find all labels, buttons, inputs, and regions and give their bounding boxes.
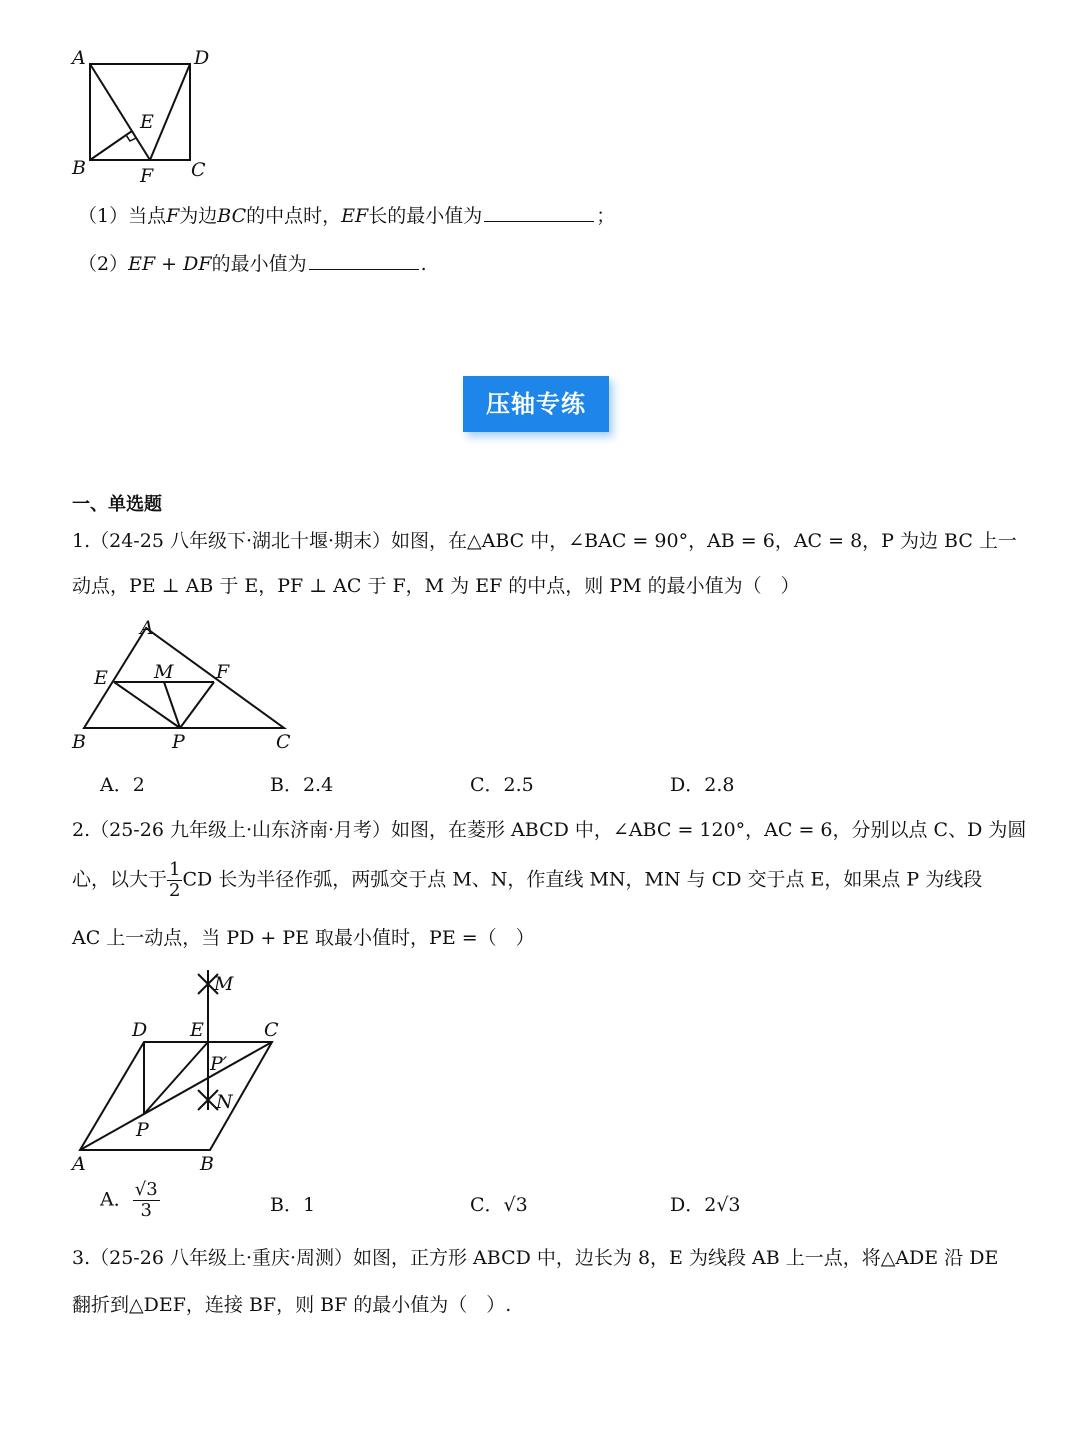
- q1-option-d[interactable]: D．2.8: [670, 774, 735, 796]
- q2-label-E: E: [190, 1019, 204, 1041]
- q2-frac-num: 1: [169, 859, 181, 880]
- segment-fp: [180, 682, 214, 728]
- q3-line1: 3.（25-26 八年级上·重庆·周测）如图，正方形 ABCD 中，边长为 8，E 为线段 AB 上一点，将△ADE 沿 DE: [72, 1247, 999, 1269]
- q1-label-A: A: [140, 617, 154, 639]
- prev-part1-text-a: （1）当点: [78, 205, 167, 227]
- rhombus-figure: [64, 962, 324, 1177]
- prev-part2: [78, 251, 427, 276]
- answer-blank-2[interactable]: [309, 251, 419, 270]
- q2-label-A: A: [72, 1153, 86, 1175]
- prev-part2-expr: EF + DF: [128, 253, 212, 275]
- q1-option-c[interactable]: C．2.5: [470, 774, 534, 796]
- prev-part2-text-a: （2）: [78, 253, 129, 275]
- q2-label-N: N: [216, 1091, 233, 1113]
- prev-part1-var-bc: BC: [217, 205, 247, 227]
- q2-line3: AC 上一动点，当 PD + PE 取最小值时，PE =（ ）: [72, 927, 535, 949]
- q2-frac-den: 2: [169, 880, 181, 901]
- q2-option-d[interactable]: D．2√3: [670, 1194, 741, 1216]
- q2-label-D: D: [132, 1019, 148, 1041]
- q2-option-b[interactable]: B．1: [270, 1194, 316, 1216]
- q1-label-E: E: [94, 667, 108, 689]
- q2-label-Pprime: P′: [210, 1053, 228, 1075]
- prev-part1-text-e: 的中点时，: [246, 205, 342, 227]
- prev-part1: [78, 203, 615, 228]
- prev-part2-text-c: 的最小值为: [211, 253, 307, 275]
- q2-option-c[interactable]: C．√3: [470, 1194, 528, 1216]
- prev-part1-text-c: 为边: [179, 205, 218, 227]
- prev-part2-end: .: [420, 253, 427, 275]
- segment-df: [150, 64, 190, 160]
- label-D: D: [194, 47, 210, 69]
- square-figure: [60, 40, 230, 190]
- q2-option-a[interactable]: [100, 1180, 160, 1221]
- q2-line1: 2.（25-26 九年级上·山东济南·月考）如图，在菱形 ABCD 中，∠ABC = 120°，AC = 6，分别以点 C、D 为圆: [72, 819, 1027, 841]
- prev-part1-text-g: 长的最小值为: [368, 205, 483, 227]
- q2-line2-text-b: CD 长为半径作弧，两弧交于点 M、N，作直线 MN，MN 与 CD 交于点 E，如果点 P 为线段: [182, 868, 983, 891]
- label-E: E: [140, 111, 154, 133]
- q2-option-a-den: 3: [140, 1200, 152, 1221]
- q1-option-b[interactable]: B．2.4: [270, 774, 334, 796]
- q1-label-C: C: [276, 731, 291, 752]
- q1-label-P: P: [172, 731, 185, 752]
- q1-line2: 动点，PE ⊥ AB 于 E，PF ⊥ AC 于 F，M 为 EF 的中点，则 PM 的最小值为（ ）: [72, 575, 800, 597]
- q2-option-a-num: √3: [134, 1179, 158, 1200]
- q2-option-a-frac: [133, 1180, 160, 1221]
- q1-label-F: F: [216, 661, 230, 683]
- segment-mp: [164, 682, 180, 728]
- banner-title: 压轴专练: [486, 390, 586, 418]
- q1-option-a[interactable]: A．2: [100, 774, 145, 796]
- q2-option-a-label: A．: [100, 1188, 133, 1211]
- label-F: F: [140, 165, 154, 187]
- prev-part1-var-f: F: [166, 205, 180, 227]
- q1-line1: 1.（24-25 八年级下·湖北十堰·期末）如图，在△ABC 中，∠BAC = 90°，AB = 6，AC = 8，P 为边 BC 上一: [72, 530, 1017, 552]
- q2-label-M: M: [214, 973, 234, 995]
- answer-blank-1[interactable]: [484, 203, 594, 222]
- label-B: B: [72, 157, 86, 179]
- q3-line2: 翻折到△DEF，连接 BF，则 BF 的最小值为（ ）.: [72, 1294, 512, 1316]
- q2-label-C: C: [264, 1019, 279, 1041]
- triangle-figure: [64, 612, 314, 752]
- q2-label-B: B: [200, 1153, 214, 1175]
- label-C: C: [191, 159, 206, 181]
- q2-label-P: P: [136, 1119, 149, 1141]
- prev-part1-var-ef: EF: [341, 205, 369, 227]
- q1-label-M: M: [154, 661, 174, 683]
- label-A: A: [72, 47, 86, 69]
- prev-part1-end: ；: [596, 205, 616, 227]
- section-banner: [463, 376, 613, 436]
- section-heading: 一、单选题: [72, 494, 162, 515]
- q2-fraction-half: [167, 860, 182, 901]
- q2-line2: [72, 860, 982, 901]
- q2-line2-text-a: 心，以大于: [72, 868, 168, 891]
- triangle-abc: [84, 628, 284, 728]
- q1-label-B: B: [72, 731, 86, 752]
- segment-ep: [114, 682, 180, 728]
- segment-pe: [144, 1042, 208, 1114]
- diagonal-ac: [80, 1042, 272, 1150]
